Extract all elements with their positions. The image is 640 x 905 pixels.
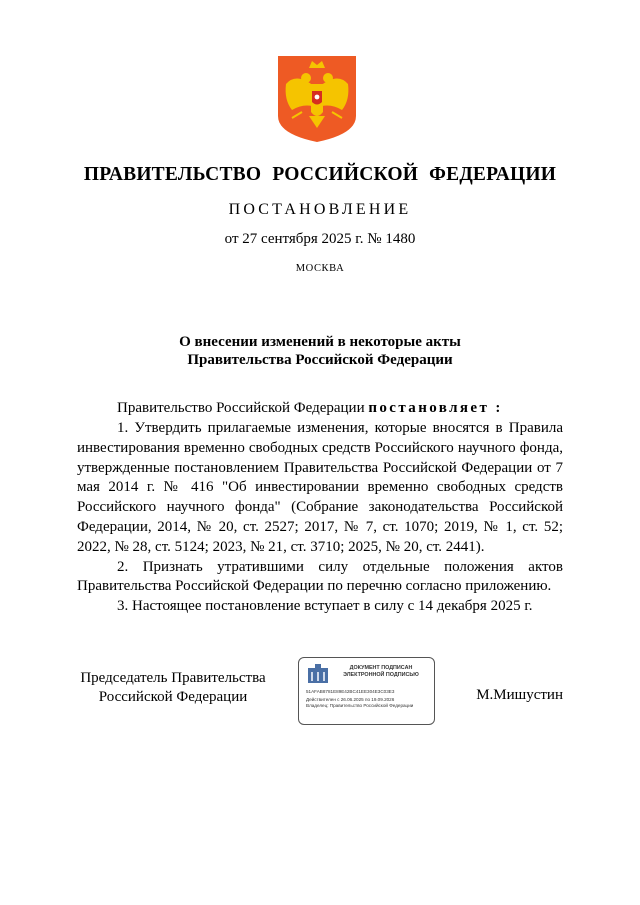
coat-of-arms-emblem xyxy=(276,54,358,144)
signatory-name: М.Мишустин xyxy=(476,687,563,703)
document-subject xyxy=(0,333,640,369)
stamp-heading-line-2: ЭЛЕКТРОННОЙ ПОДПИСЬЮ xyxy=(343,672,419,678)
stamp-owner: Владелец: Правительство Российской Федерации xyxy=(306,703,414,708)
decree-word: постановляет : xyxy=(368,400,503,416)
document-type: ПОСТАНОВЛЕНИЕ xyxy=(228,201,412,218)
subject-line-2: Правительства Российской Федерации xyxy=(187,352,453,368)
decree-item-3: 3. Настоящее постановление вступает в силу с 14 декабря 2025 г. xyxy=(117,598,533,615)
position-line-2: Российской Федерации xyxy=(98,689,248,705)
intro-text: Правительство Российской Федерации xyxy=(117,400,369,416)
stamp-heading xyxy=(331,665,431,679)
signatory-position xyxy=(78,669,268,707)
document-city: МОСКВА xyxy=(295,263,345,274)
stamp-heading-line-1: ДОКУМЕНТ ПОДПИСАН xyxy=(349,665,413,671)
decree-intro xyxy=(77,399,563,419)
subject-line-1: О внесении изменений в некоторые акты xyxy=(179,334,461,350)
document-date-number: от 27 сентября 2025 г. № 1480 xyxy=(224,231,416,247)
government-building-icon xyxy=(306,664,330,684)
position-line-1: Председатель Правительства xyxy=(80,670,266,686)
decree-item-1: 1. Утвердить прилагаемые изменения, которые вносятся в Правила инвестирования временно свободных средств Российского научного фонда, утвержденные постановлением Правительства Российской Федерации от 7 мая 2014 г. № 416 "Об инвестировании временно свободных средств Российского научного фонда" (Собрание законодательства Российской Федерации, 2014, № 20, ст. 2527; 2017, № 7, ст. 1070; 2019, № 1, ст. 52; 2022, № 28, ст. 5124; 2023, № 21, ст. 3710; 2025, № 20, ст. 2441). xyxy=(77,420,563,555)
decree-item-2: 2. Признать утратившими силу отдельные положения актов Правительства Российской Федерации по перечню согласно приложению. xyxy=(77,558,563,595)
electronic-signature-stamp xyxy=(298,657,435,725)
stamp-serial: 51AFAB8781E89E42BC41EE304E3C03E3 xyxy=(306,689,395,694)
government-title: ПРАВИТЕЛЬСТВО РОССИЙСКОЙ ФЕДЕРАЦИИ xyxy=(83,164,557,185)
decree-items xyxy=(77,419,563,617)
stamp-validity: Действителен с 26.06.2025 по 19.09.2026 xyxy=(306,697,395,702)
